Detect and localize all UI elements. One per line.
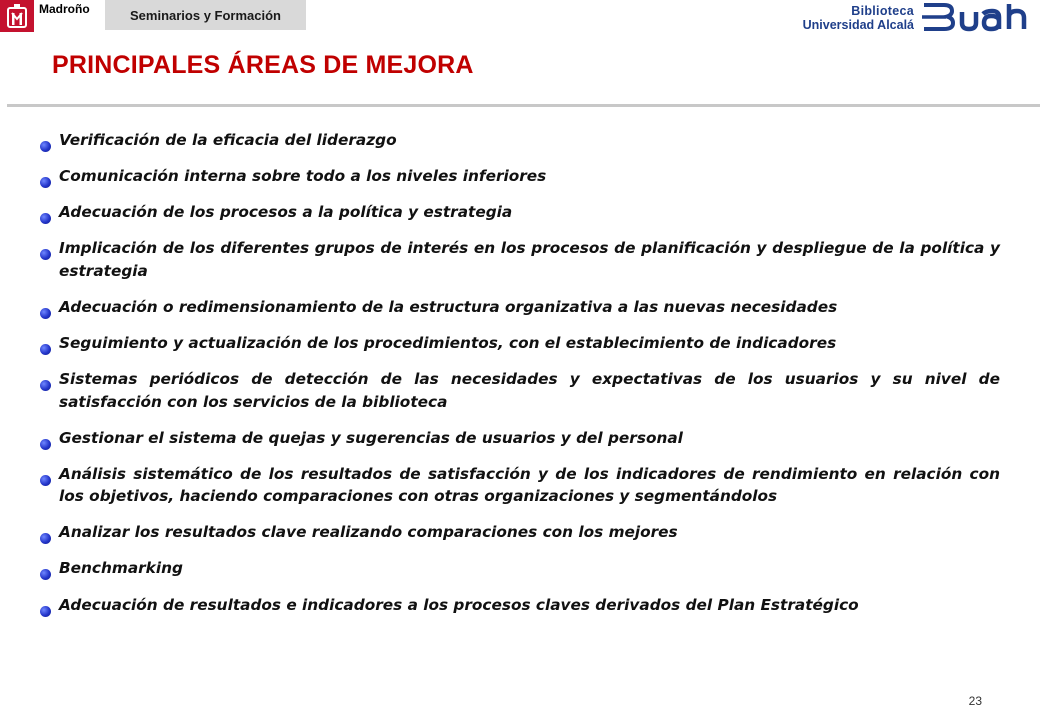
list-item-text: Gestionar el sistema de quejas y sugerencias de usuarios y del personal <box>59 428 683 447</box>
madrono-icon <box>6 4 28 28</box>
top-bar <box>0 0 306 32</box>
list-item <box>40 463 1000 508</box>
list-item <box>40 165 1000 188</box>
bullet-icon <box>40 177 51 188</box>
improvement-areas-list <box>40 129 1000 630</box>
list-item-text: Adecuación o redimensionamiento de la estructura organizativa a las nuevas necesidades <box>59 297 838 316</box>
tab-seminarios[interactable]: Seminarios y Formación <box>105 0 306 30</box>
list-item <box>40 296 1000 319</box>
buah-logo-icon <box>920 2 1038 32</box>
list-item <box>40 129 1000 152</box>
list-item <box>40 594 1000 617</box>
list-item <box>40 201 1000 224</box>
list-item <box>40 521 1000 544</box>
list-item <box>40 237 1000 282</box>
title-divider <box>7 104 1040 107</box>
list-item-text: Analizar los resultados clave realizando comparaciones con los mejores <box>59 523 678 542</box>
list-item-text: Benchmarking <box>59 559 183 578</box>
bullet-icon <box>40 141 51 152</box>
bullet-icon <box>40 475 51 486</box>
brand-name: Madroño <box>39 2 90 16</box>
list-item-text: Adecuación de los procesos a la política y estrategia <box>59 203 513 222</box>
madrono-logo <box>0 0 34 32</box>
list-item-text: Adecuación de resultados e indicadores a los procesos claves derivados del Plan Estratégico <box>59 595 859 614</box>
bullet-icon <box>40 213 51 224</box>
bullet-icon <box>40 249 51 260</box>
list-item <box>40 368 1000 413</box>
list-item-text: Verificación de la eficacia del liderazgo <box>59 131 397 149</box>
page-number: 23 <box>968 694 982 708</box>
list-item-text: Seguimiento y actualización de los procedimientos, con el establecimiento de indicadores <box>59 333 837 352</box>
library-name-line1: Biblioteca <box>851 4 914 18</box>
bullet-icon <box>40 380 51 391</box>
bullet-icon <box>40 439 51 450</box>
page-title: PRINCIPALES ÁREAS DE MEJORA <box>52 51 474 79</box>
library-logo <box>800 0 1040 36</box>
list-item-text: Implicación de los diferentes grupos de interés en los procesos de planificación y despliegue de la política y estrategia <box>59 239 1000 280</box>
list-item-text: Comunicación interna sobre todo a los niveles inferiores <box>59 167 547 186</box>
bullet-icon <box>40 533 51 544</box>
bullet-icon <box>40 606 51 617</box>
bullet-icon <box>40 344 51 355</box>
library-name-line2: Universidad Alcalá <box>802 18 914 32</box>
list-item-text: Análisis sistemático de los resultados de satisfacción y de los indicadores de rendimiento en relación con los objetivos, haciendo comparaciones con otras organizaciones y segmentándolos <box>59 464 1000 506</box>
list-item-text: Sistemas periódicos de detección de las necesidades y expectativas de los usuarios y su nivel de satisfacción con los servicios de la biblioteca <box>59 370 1000 411</box>
list-item <box>40 557 1000 580</box>
list-item <box>40 332 1000 355</box>
list-item <box>40 427 1000 450</box>
bullet-icon <box>40 569 51 580</box>
bullet-icon <box>40 308 51 319</box>
